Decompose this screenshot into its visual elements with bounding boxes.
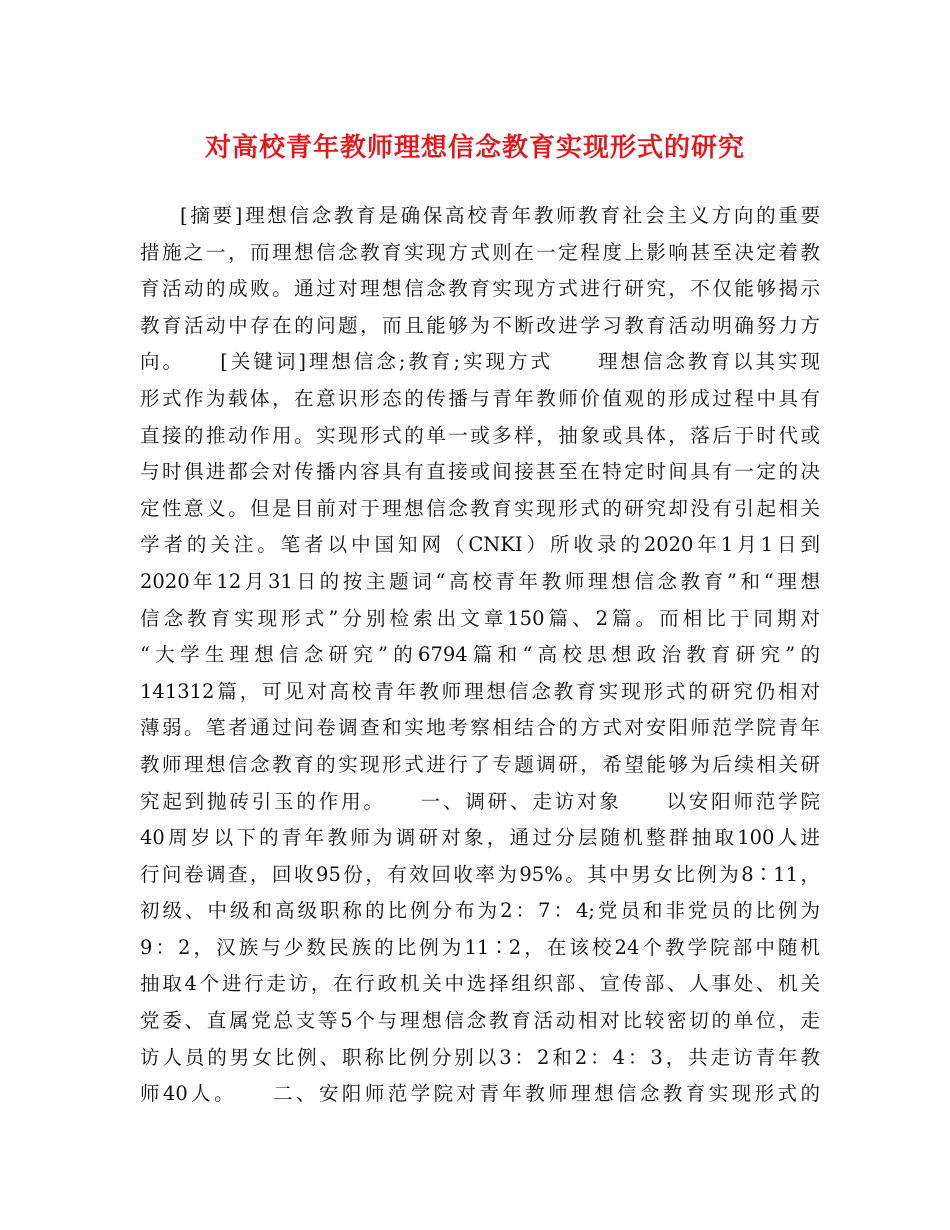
body-line: 师40人。 二、安阳师范学院对青年教师理想信念教育实现形式的	[140, 1082, 820, 1106]
body-line: 向。 [关键词]理想信念;教育;实现方式 理想信念教育以其实现	[140, 350, 820, 374]
document-body	[140, 198, 820, 1113]
body-line: 教育活动中存在的问题，而且能够为不断改进学习教育活动明确努力方	[140, 313, 820, 337]
body-line: “大学生理想信念研究”的6794篇和“高校思想政治教育研究”的	[140, 643, 820, 667]
body-line: 育活动的成败。通过对理想信念教育实现方式进行研究，不仅能够揭示	[140, 277, 820, 301]
body-line: 形式作为载体，在意识形态的传播与青年教师价值观的形成过程中具有	[140, 386, 820, 410]
body-line: 141312篇，可见对高校青年教师理想信念教育实现形式的研究仍相对	[140, 679, 820, 703]
body-line: 党委、直属党总支等5个与理想信念教育活动相对比较密切的单位，走	[140, 1009, 820, 1033]
body-line: 抽取4个进行走访，在行政机关中选择组织部、宣传部、人事处、机关	[140, 972, 820, 996]
body-line: 教师理想信念教育的实现形式进行了专题调研，希望能够为后续相关研	[140, 752, 820, 776]
body-line: [摘要]理想信念教育是确保高校青年教师教育社会主义方向的重要	[180, 204, 820, 227]
document-title: 对高校青年教师理想信念教育实现形式的研究	[204, 133, 745, 163]
body-line: 信念教育实现形式”分别检索出文章150篇、2篇。而相比于同期对	[140, 606, 820, 630]
body-line: 措施之一，而理想信念教育实现方式则在一定程度上影响甚至决定着教	[140, 240, 820, 264]
body-line: 2020年12月31日的按主题词“高校青年教师理想信念教育”和“理想	[140, 569, 820, 593]
body-line: 薄弱。笔者通过问卷调查和实地考察相结合的方式对安阳师范学院青年	[140, 716, 820, 740]
body-line: 9：2，汉族与少数民族的比例为11∶2，在该校24个教学院部中随机	[140, 935, 820, 959]
body-line: 学者的关注。笔者以中国知网（CNKI）所收录的2020年1月1日到	[140, 533, 820, 557]
body-line: 直接的推动作用。实现形式的单一或多样，抽象或具体，落后于时代或	[140, 423, 820, 447]
body-line: 定性意义。但是目前对于理想信念教育实现形式的研究却没有引起相关	[140, 496, 820, 520]
body-line: 行问卷调查，回收95份，有效回收率为95%。其中男女比例为8∶11，	[140, 862, 820, 886]
body-line: 与时俱进都会对传播内容具有直接或间接甚至在特定时间具有一定的决	[140, 460, 820, 484]
body-line: 究起到抛砖引玉的作用。 一、调研、走访对象 以安阳师范学院	[140, 789, 820, 813]
body-line: 初级、中级和高级职称的比例分布为2：7：4;党员和非党员的比例为	[140, 899, 820, 923]
body-line: 访人员的男女比例、职称比例分别以3：2和2：4：3，共走访青年教	[140, 1045, 820, 1069]
body-line: 40周岁以下的青年教师为调研对象，通过分层随机整群抽取100人进	[140, 826, 820, 850]
